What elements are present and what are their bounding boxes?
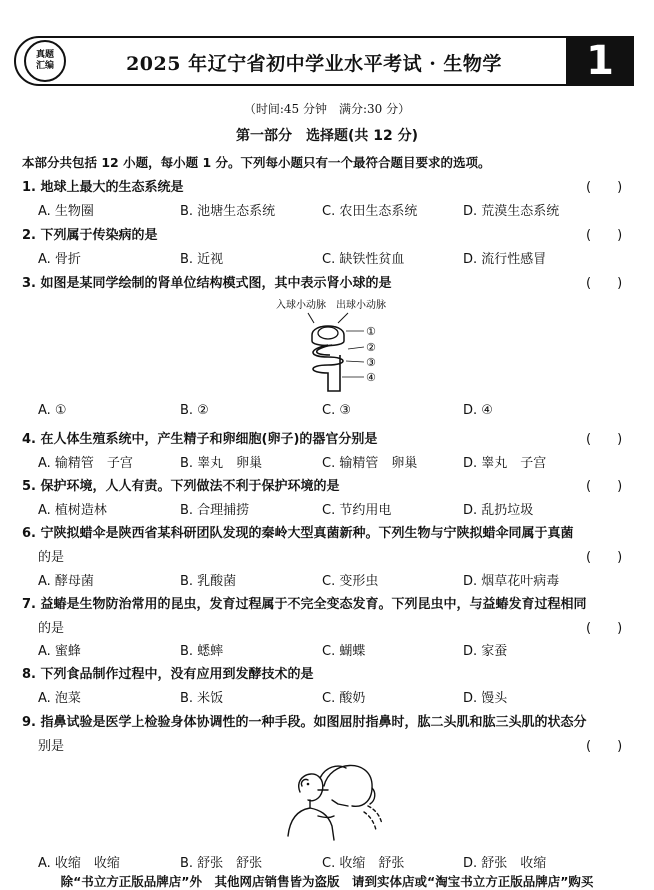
question-9-stem-cont: 别是 — [38, 739, 65, 754]
answer-blank-5[interactable]: ( ) — [586, 479, 623, 494]
q2-option-c: C. 缺铁性贫血 — [322, 252, 405, 267]
q1-option-d: D. 荒漠生态系统 — [463, 204, 560, 219]
head-shape — [299, 774, 323, 801]
q9-option-a: A. 收缩 收缩 — [38, 856, 120, 871]
time-info: （时间:45 分钟 满分:30 分） — [243, 102, 411, 116]
q7-option-c: C. 蝴蝶 — [322, 644, 366, 659]
part-title: 第一部分 选择题(共 12 分) — [235, 128, 419, 144]
answer-blank-4[interactable]: ( ) — [586, 432, 623, 447]
q4-option-d: D. 睾丸 子宫 — [463, 456, 547, 471]
label-afferent-arteriole: 入球小动脉 — [276, 300, 326, 311]
q5-option-c: C. 节约用电 — [322, 503, 392, 518]
q4-option-a: A. 输精管 子宫 — [38, 456, 133, 471]
q5-option-b: B. 合理捕捞 — [180, 503, 250, 518]
q8-option-a: A. 泡菜 — [38, 691, 81, 706]
marker-1: ① — [366, 325, 376, 338]
q2-option-d: D. 流行性感冒 — [463, 252, 547, 267]
badge-line-1: 真题 — [35, 50, 54, 60]
label-efferent-arteriole: 出球小动脉 — [336, 300, 386, 311]
q8-option-c: C. 酸奶 — [322, 691, 366, 706]
q5-option-a: A. 植树造林 — [38, 503, 107, 518]
question-1-stem: 1. 地球上最大的生态系统是 — [22, 180, 184, 195]
q1-option-b: B. 池塘生态系统 — [180, 204, 276, 219]
q8-option-d: D. 馒头 — [463, 691, 508, 706]
q4-option-c: C. 输精管 卵巢 — [322, 456, 418, 471]
paper-number: 1 — [566, 36, 634, 86]
q9-option-d: D. 舒张 收缩 — [463, 856, 547, 871]
q1-option-c: C. 农田生态系统 — [322, 204, 418, 219]
q5-option-d: D. 乱扔垃圾 — [463, 503, 534, 518]
answer-blank-2[interactable]: ( ) — [586, 228, 623, 243]
question-6-stem-cont: 的是 — [38, 550, 65, 565]
q8-option-b: B. 米饭 — [180, 691, 224, 706]
q3-option-b: B. ② — [180, 403, 209, 418]
finger-nose-test-illustration — [280, 756, 390, 844]
q6-option-a: A. 酵母菌 — [38, 574, 94, 589]
answer-blank-9[interactable]: ( ) — [586, 739, 623, 754]
question-7-stem-cont: 的是 — [38, 621, 65, 636]
q4-option-b: B. 睾丸 卵巢 — [180, 456, 263, 471]
question-9-stem: 9. 指鼻试验是医学上检验身体协调性的一种手段。如图屈肘指鼻时，肱二头肌和肱三头肌的状态分 — [22, 715, 587, 730]
q9-option-b: B. 舒张 舒张 — [180, 856, 263, 871]
source-badge — [24, 40, 66, 82]
q3-option-c: C. ③ — [322, 403, 351, 418]
q7-option-b: B. 蟋蟀 — [180, 644, 224, 659]
question-2-stem: 2. 下列属于传染病的是 — [22, 228, 158, 243]
q2-option-b: B. 近视 — [180, 252, 224, 267]
q1-option-a: A. 生物圈 — [38, 204, 94, 219]
nephron-diagram — [268, 295, 398, 400]
q2-option-a: A. 骨折 — [38, 252, 81, 267]
question-8-stem: 8. 下列食品制作过程中，没有应用到发酵技术的是 — [22, 667, 314, 682]
q7-option-a: A. 蜜蜂 — [38, 644, 81, 659]
answer-blank-6[interactable]: ( ) — [586, 550, 623, 565]
answer-blank-3[interactable]: ( ) — [586, 276, 623, 291]
q6-option-c: C. 变形虫 — [322, 574, 379, 589]
marker-3: ③ — [366, 356, 376, 369]
question-6-stem: 6. 宁陕拟蜡伞是陕西省某科研团队发现的秦岭大型真菌新种。下列生物与宁陕拟蜡伞同属于真菌 — [22, 526, 574, 541]
instructions: 本部分共包括 12 小题，每小题 1 分。下列每小题只有一个最符合题目要求的选项。 — [22, 155, 491, 170]
anti-piracy-footer: 除“书立方正版品牌店”外 其他网店销售皆为盗版 请到实体店或“淘宝书立方正版品牌店”购买 — [60, 874, 594, 889]
q6-option-d: D. 烟草花叶病毒 — [463, 574, 560, 589]
answer-blank-1[interactable]: ( ) — [586, 180, 623, 195]
arm-arc — [324, 765, 372, 806]
glomerulus-shape — [312, 326, 344, 346]
q6-option-b: B. 乳酸菌 — [180, 574, 237, 589]
marker-2: ② — [366, 341, 376, 354]
question-5-stem: 5. 保护环境，人人有责。下列做法不利于保护环境的是 — [22, 479, 340, 494]
renal-tubule-shape — [313, 345, 343, 391]
exam-title: 2025 年辽宁省初中学业水平考试 · 生物学 — [126, 53, 502, 75]
badge-line-2: 汇编 — [35, 61, 54, 71]
q3-option-d: D. ④ — [463, 403, 493, 418]
question-4-stem: 4. 在人体生殖系统中，产生精子和卵细胞(卵子)的器官分别是 — [22, 432, 378, 447]
q9-option-c: C. 收缩 舒张 — [322, 856, 405, 871]
q3-option-a: A. ① — [38, 403, 67, 418]
exam-header — [14, 36, 634, 86]
question-7-stem: 7. 益蝽是生物防治常用的昆虫，发育过程属于不完全变态发育。下列昆虫中，与益蝽发育过程相同 — [22, 597, 587, 612]
answer-blank-7[interactable]: ( ) — [586, 621, 623, 636]
q7-option-d: D. 家蚕 — [463, 644, 508, 659]
question-3-stem: 3. 如图是某同学绘制的肾单位结构模式图，其中表示肾小球的是 — [22, 276, 392, 291]
marker-4: ④ — [366, 371, 376, 384]
